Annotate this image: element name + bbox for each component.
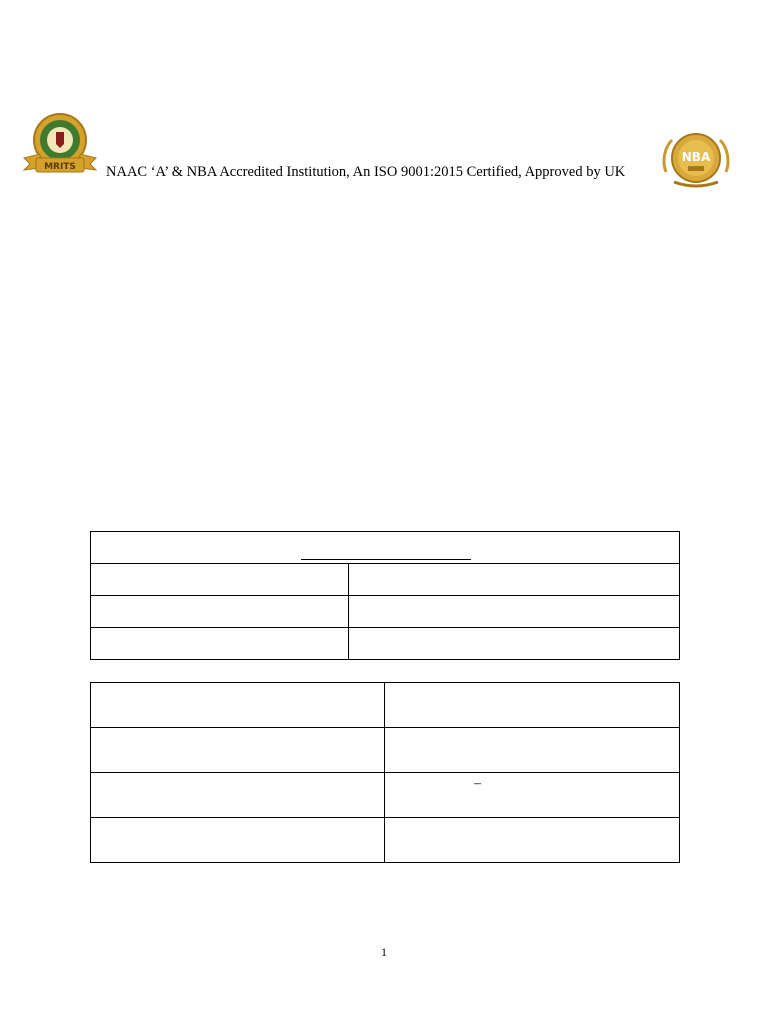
table-row <box>91 564 680 596</box>
table-cell <box>91 596 349 628</box>
college-crest-icon <box>22 108 98 182</box>
nba-seal-icon <box>660 128 732 192</box>
table-cell <box>91 728 385 773</box>
info-table-1 <box>90 531 680 660</box>
table-row <box>91 728 680 773</box>
table-row <box>91 818 680 863</box>
table-title-cell <box>91 532 680 564</box>
table-cell <box>385 728 680 773</box>
accreditation-line: NAAC ‘A’ & NBA Accredited Institution, An ISO 9001:2015 Certified, Approved by UK <box>106 164 626 180</box>
table-title-row <box>91 532 680 564</box>
table-cell <box>349 628 680 660</box>
dash-mark: – <box>474 776 481 791</box>
table-row <box>91 628 680 660</box>
crest-banner-text: MRITS <box>44 162 76 172</box>
page-number: 1 <box>381 945 387 959</box>
info-table-2 <box>90 682 680 863</box>
table-cell <box>385 773 680 818</box>
table-cell <box>91 683 385 728</box>
table-cell <box>349 564 680 596</box>
table-cell <box>91 818 385 863</box>
table-cell <box>385 818 680 863</box>
table-row <box>91 596 680 628</box>
table-cell <box>91 564 349 596</box>
table-row <box>91 773 680 818</box>
table-cell <box>349 596 680 628</box>
table-cell <box>91 773 385 818</box>
table-cell <box>91 628 349 660</box>
nba-seal-text: NBA <box>681 150 711 164</box>
table-cell <box>385 683 680 728</box>
title-underline <box>301 559 471 560</box>
table-row <box>91 683 680 728</box>
